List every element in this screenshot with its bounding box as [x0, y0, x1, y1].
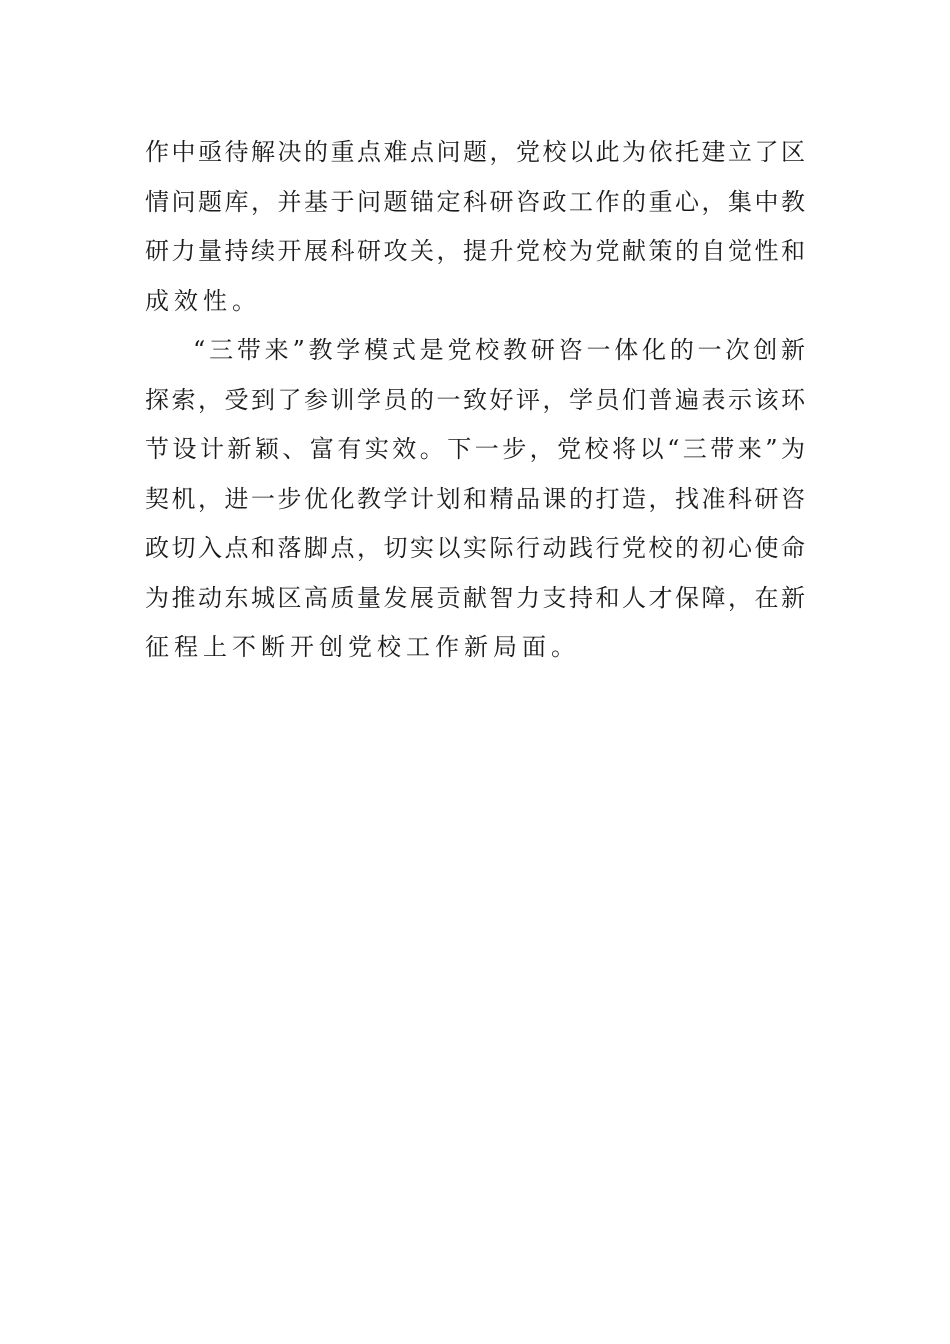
text-line: 作中亟待解决的重点难点问题，党校以此为依托建立了区: [145, 138, 805, 166]
text-line: 研力量持续开展科研攻关，提升党校为党献策的自觉性和: [145, 237, 805, 265]
paragraph-2: [145, 326, 805, 673]
text-line: 为推动东城区高质量发展贡献智力支持和人才保障，在新: [145, 583, 805, 612]
text-line: 征程上不断开创党校工作新局面。: [145, 633, 580, 661]
text-line: 情问题库，并基于问题锚定科研咨政工作的重心，集中教: [145, 187, 805, 216]
text-line: 节设计新颖、富有实效。下一步，党校将以“三带来”为: [145, 435, 805, 463]
text-line: 政切入点和落脚点，切实以实际行动践行党校的初心使命: [145, 534, 805, 562]
text-line: 成效性。: [145, 286, 261, 315]
text-line: 探索，受到了参训学员的一致好评，学员们普遍表示该环: [145, 385, 805, 414]
body-text: [145, 128, 805, 673]
text-line: 契机，进一步优化教学计划和精品课的打造，找准科研咨: [145, 484, 805, 513]
paragraph-1: [145, 128, 805, 326]
text-line: “三带来”教学模式是党校教研咨一体化的一次创新: [193, 336, 805, 364]
